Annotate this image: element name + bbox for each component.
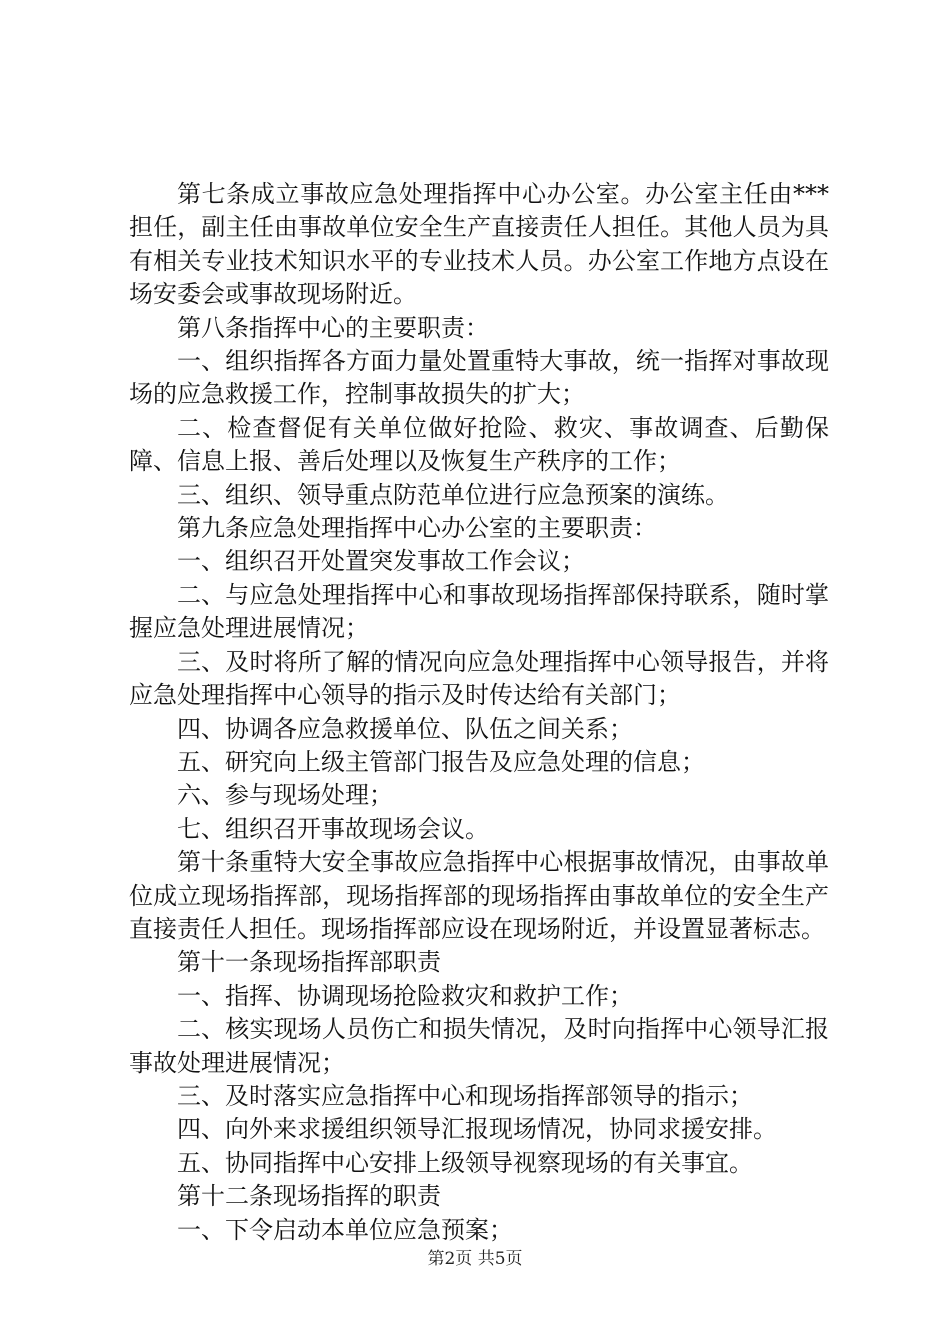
paragraph-article-11-item-4: 四、向外来求援组织领导汇报现场情况，协同求援安排。 bbox=[177, 1115, 777, 1144]
paragraph-article-8-item-1: 一、组织指挥各方面力量处置重特大事故，统一指挥对事故现场的应急救援工作，控制事故损失的扩大； bbox=[129, 347, 829, 409]
paragraph-article-11-item-1: 一、指挥、协调现场抢险救灾和救护工作； bbox=[177, 981, 633, 1010]
paragraph-article-12-heading: 第十二条现场指挥的职责 bbox=[177, 1182, 441, 1211]
paragraph-article-9-item-4: 四、协调各应急救援单位、队伍之间关系； bbox=[177, 714, 633, 743]
paragraph-article-9-item-7: 七、组织召开事故现场会议。 bbox=[177, 814, 489, 843]
paragraph-article-8-heading: 第八条指挥中心的主要职责： bbox=[177, 313, 489, 342]
paragraph-article-8-item-2: 二、检查督促有关单位做好抢险、救灾、事故调查、后勤保障、信息上报、善后处理以及恢复生产秩序的工作； bbox=[129, 413, 829, 476]
paragraph-article-12-item-1: 一、下令启动本单位应急预案； bbox=[177, 1215, 513, 1244]
paragraph-article-9-item-6: 六、参与现场处理； bbox=[177, 781, 393, 810]
paragraph-article-11-item-2: 二、核实现场人员伤亡和损失情况，及时向指挥中心领导汇报事故处理进展情况； bbox=[129, 1015, 829, 1077]
paragraph-article-9-heading: 第九条应急处理指挥中心办公室的主要职责： bbox=[177, 514, 657, 543]
paragraph-article-9-item-2: 二、与应急处理指挥中心和事故现场指挥部保持联系，随时掌握应急处理进展情况； bbox=[129, 580, 829, 643]
paragraph-article-11-item-5: 五、协同指挥中心安排上级领导视察现场的有关事宜。 bbox=[177, 1148, 753, 1177]
paragraph-article-9-item-3: 三、及时将所了解的情况向应急处理指挥中心领导报告，并将应急处理指挥中心领导的指示及时传达给有关部门； bbox=[129, 647, 829, 710]
paragraph-article-7: 第七条成立事故应急处理指挥中心办公室。办公室主任由***担任，副主任由事故单位安全生产直接责任人担任。其他人员为具有相关专业技术知识水平的专业技术人员。办公室工作地方点设在场安委会或事故现场附近。 bbox=[129, 180, 829, 309]
paragraph-article-11-heading: 第十一条现场指挥部职责 bbox=[177, 948, 441, 977]
page-number-footer: 第2页 共5页 bbox=[427, 1249, 523, 1269]
paragraph-article-9-item-5: 五、研究向上级主管部门报告及应急处理的信息； bbox=[177, 747, 705, 776]
paragraph-article-10: 第十条重特大安全事故应急指挥中心根据事故情况，由事故单位成立现场指挥部，现场指挥部的现场指挥由事故单位的安全生产直接责任人担任。现场指挥部应设在现场附近，并设置显著标志。 bbox=[129, 848, 829, 943]
paragraph-article-9-item-1: 一、组织召开处置突发事故工作会议； bbox=[177, 547, 585, 576]
paragraph-article-11-item-3: 三、及时落实应急指挥中心和现场指挥部领导的指示； bbox=[177, 1081, 753, 1110]
paragraph-article-8-item-3: 三、组织、领导重点防范单位进行应急预案的演练。 bbox=[177, 480, 729, 509]
document-body bbox=[129, 178, 829, 1247]
